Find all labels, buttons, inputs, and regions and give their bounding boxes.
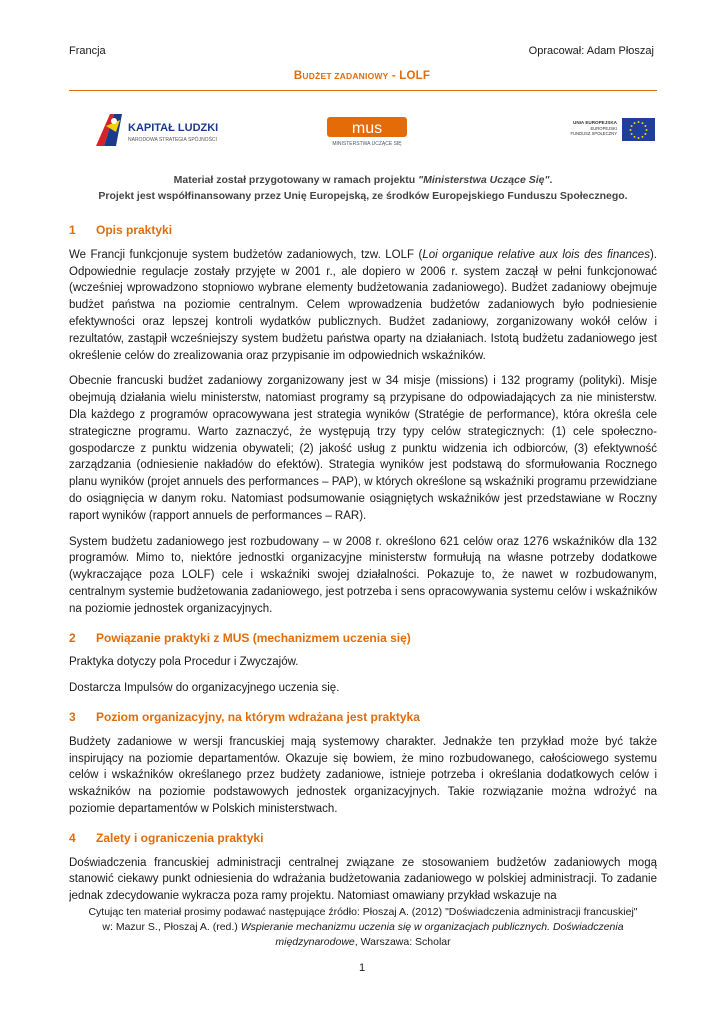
section-3: [69, 709, 657, 818]
section-1-paragraph-3: System budżetu zadaniowego jest rozbudowany – w 2008 r. określono 621 celów oraz 1276 wskaźników dla 132 programów. Mimo to, niektóre jednostki organizacyjne ministerstw formułują na własne potrzeby dodatkowe (wykraczające poza LOLF) cele i wskaźniki swojej działalności. Pokazuje to, że nawet w rozbudowanym, centralnym systemie budżetowania zadaniowego, jest potrzeba i sens opracowywania systemu celów i wskaźników na poziomie jednostek organizacyjnych.: [69, 535, 657, 615]
section-1: [69, 222, 657, 618]
page-number: 1: [358, 962, 366, 974]
citation-line-1: Cytując ten materiał prosimy podawać następujące źródło: Płoszaj A. (2012) "Doświadczenia administracji francuskiej": [88, 906, 638, 918]
section-4-paragraph-1: Doświadczenia francuskiej administracji centralnej związane ze stosowaniem budżetów zadaniowych mogą stanowić ciekawy punkt odniesienia do wdrażania budżetowania zadaniowego w polskiej administracji. To zadanie jednak zdecydowanie wykracza poza ramy projektu. Natomiast omawiany przykład wskazuje na: [69, 856, 657, 903]
section-2: [69, 630, 657, 697]
project-note: [69, 172, 657, 204]
mus-logo-text: mus: [351, 120, 383, 137]
section-3-paragraph-1: Budżety zadaniowe w wersji francuskiej mają systemowy charakter. Jednakże ten przykład może być także inspirujący na poziomie departamentów. Okazuje się bowiem, że mino rozbudowanego, całościowego systemu celów i wskaźników określanego przez budżety zadaniowe, istnieje potrzeba i określania dodatkowych celów i wskaźników na poziomie podstawowych jednostek organizacyjnych. Takie rozwiązanie można wdrożyć na poziomie departamentów w Polskich ministerstwach.: [69, 735, 657, 815]
eu-logo: [559, 116, 657, 144]
mus-logo-subtext: MINISTERSTWA UCZĄCE SIĘ: [332, 141, 402, 147]
logo-bar: [69, 110, 657, 154]
section-2-paragraph-2: Dostarcza Impulsów do organizacyjnego uczenia się.: [69, 682, 340, 695]
mus-logo: [325, 117, 409, 147]
eu-logo-line2: EUROPEJSKI: [590, 126, 617, 131]
section-1-paragraph-1: We Francji funkcjonuje system budżetów zadaniowych, tzw. LOLF (Loi organique relative aux lois des finances). Odpowiednie regulacje zostały przyjęte w 2001 r., ale dopiero w 2006 r. system zaczął w pełni funkcjonować (wcześniej wprowadzono stopniowo wybrane elementy budżetowania zadaniowego). Budżet zadaniowy obejmuje budżet państwa na poziomie centralnym. Celem wprowadzenia budżetów zadaniowych było podniesienie efektywności oraz lepszej kontroli wydatków publicznych. Budżet zadaniowy, zorganizowany wokół celów i rezultatów, zastąpił wcześniejszy system budżetu państwa oparty na działaniach. Istotą budżetu zadaniowego jest określenie celów do zrealizowania oraz przypisanie im odpowiednich wskaźników.: [69, 248, 657, 362]
title-rest: - LOLF: [388, 70, 431, 82]
project-note-line2: Projekt jest współfinansowany przez Unię Europejską, ze środków Europejskiego Funduszu Społecznego.: [98, 190, 628, 202]
kapital-ludzki-logo: [94, 112, 244, 148]
citation-footer: [69, 905, 657, 950]
document-title: [0, 70, 724, 82]
title-first-letter: B: [293, 70, 303, 82]
citation-line-2: w: Mazur S., Płoszaj A. (red.) Wspieranie mechanizmu uczenia się w organizacjach publicznych. Doświadczenia międzynarodowe, Warszawa: Scholar: [102, 921, 624, 948]
header-author: Opracował: Adam Płoszaj: [528, 45, 654, 57]
header-country: Francja: [69, 45, 106, 57]
section-4-heading: 4 Zalety i ograniczenia praktyki: [69, 830, 264, 845]
kl-logo-text: KAPITAŁ LUDZKI: [128, 122, 219, 134]
section-1-paragraph-2: Obecnie francuski budżet zadaniowy zorganizowany jest w 34 misje (missions) i 132 programy (polityki). Misje obejmują działania wielu ministerstw, natomiast programy są przypisane do odpowiadających za nie ministerstw. Dla każdego z programów opracowywana jest strategia wyników (Stratégie de performance), która określa cele strategiczne programu. Warto zaznaczyć, że występują trzy typy celów strategicznych: (1) cele społeczno-gospodarcze z punktu widzenia obywateli; (2) jakość usług z punktu widzenia ich odbiorców, (3) efektywność zarządzania (odniesienie nakładów do efektów). Strategia wyników jest podstawą do sformułowania Rocznego planu wyników (projet annuels des performances – PAP), w których określone są wskaźniki programu przewidziane do osiągnięcia w danym roku. Natomiast podsumowanie osiągniętych wskaźników jest przedstawiane w Roczny raport wyników (rapport annuels de performances – RAR).: [69, 375, 657, 522]
eu-logo-line1: UNIA EUROPEJSKA: [573, 120, 617, 125]
section-1-heading: 1 Opis praktyki: [69, 223, 173, 237]
kl-logo-subtext: NARODOWA STRATEGIA SPÓJNOŚCI: [128, 137, 217, 143]
section-2-paragraph-1: Praktyka dotyczy pola Procedur i Zwyczajów.: [69, 656, 299, 669]
title-rule: [69, 90, 657, 91]
section-3-heading: 3 Poziom organizacyjny, na którym wdrażana jest praktyka: [69, 709, 420, 724]
title-small-caps: UDŻET ZADANIOWY: [302, 71, 389, 81]
main-content: [69, 222, 657, 934]
section-2-heading: 2 Powiązanie praktyki z MUS (mechanizmem uczenia się): [69, 630, 411, 645]
project-note-line1: Materiał został przygotowany w ramach projektu "Ministerstwa Uczące Się".: [173, 174, 553, 186]
eu-logo-line3: FUNDUSZ SPOŁECZNY: [570, 131, 617, 136]
